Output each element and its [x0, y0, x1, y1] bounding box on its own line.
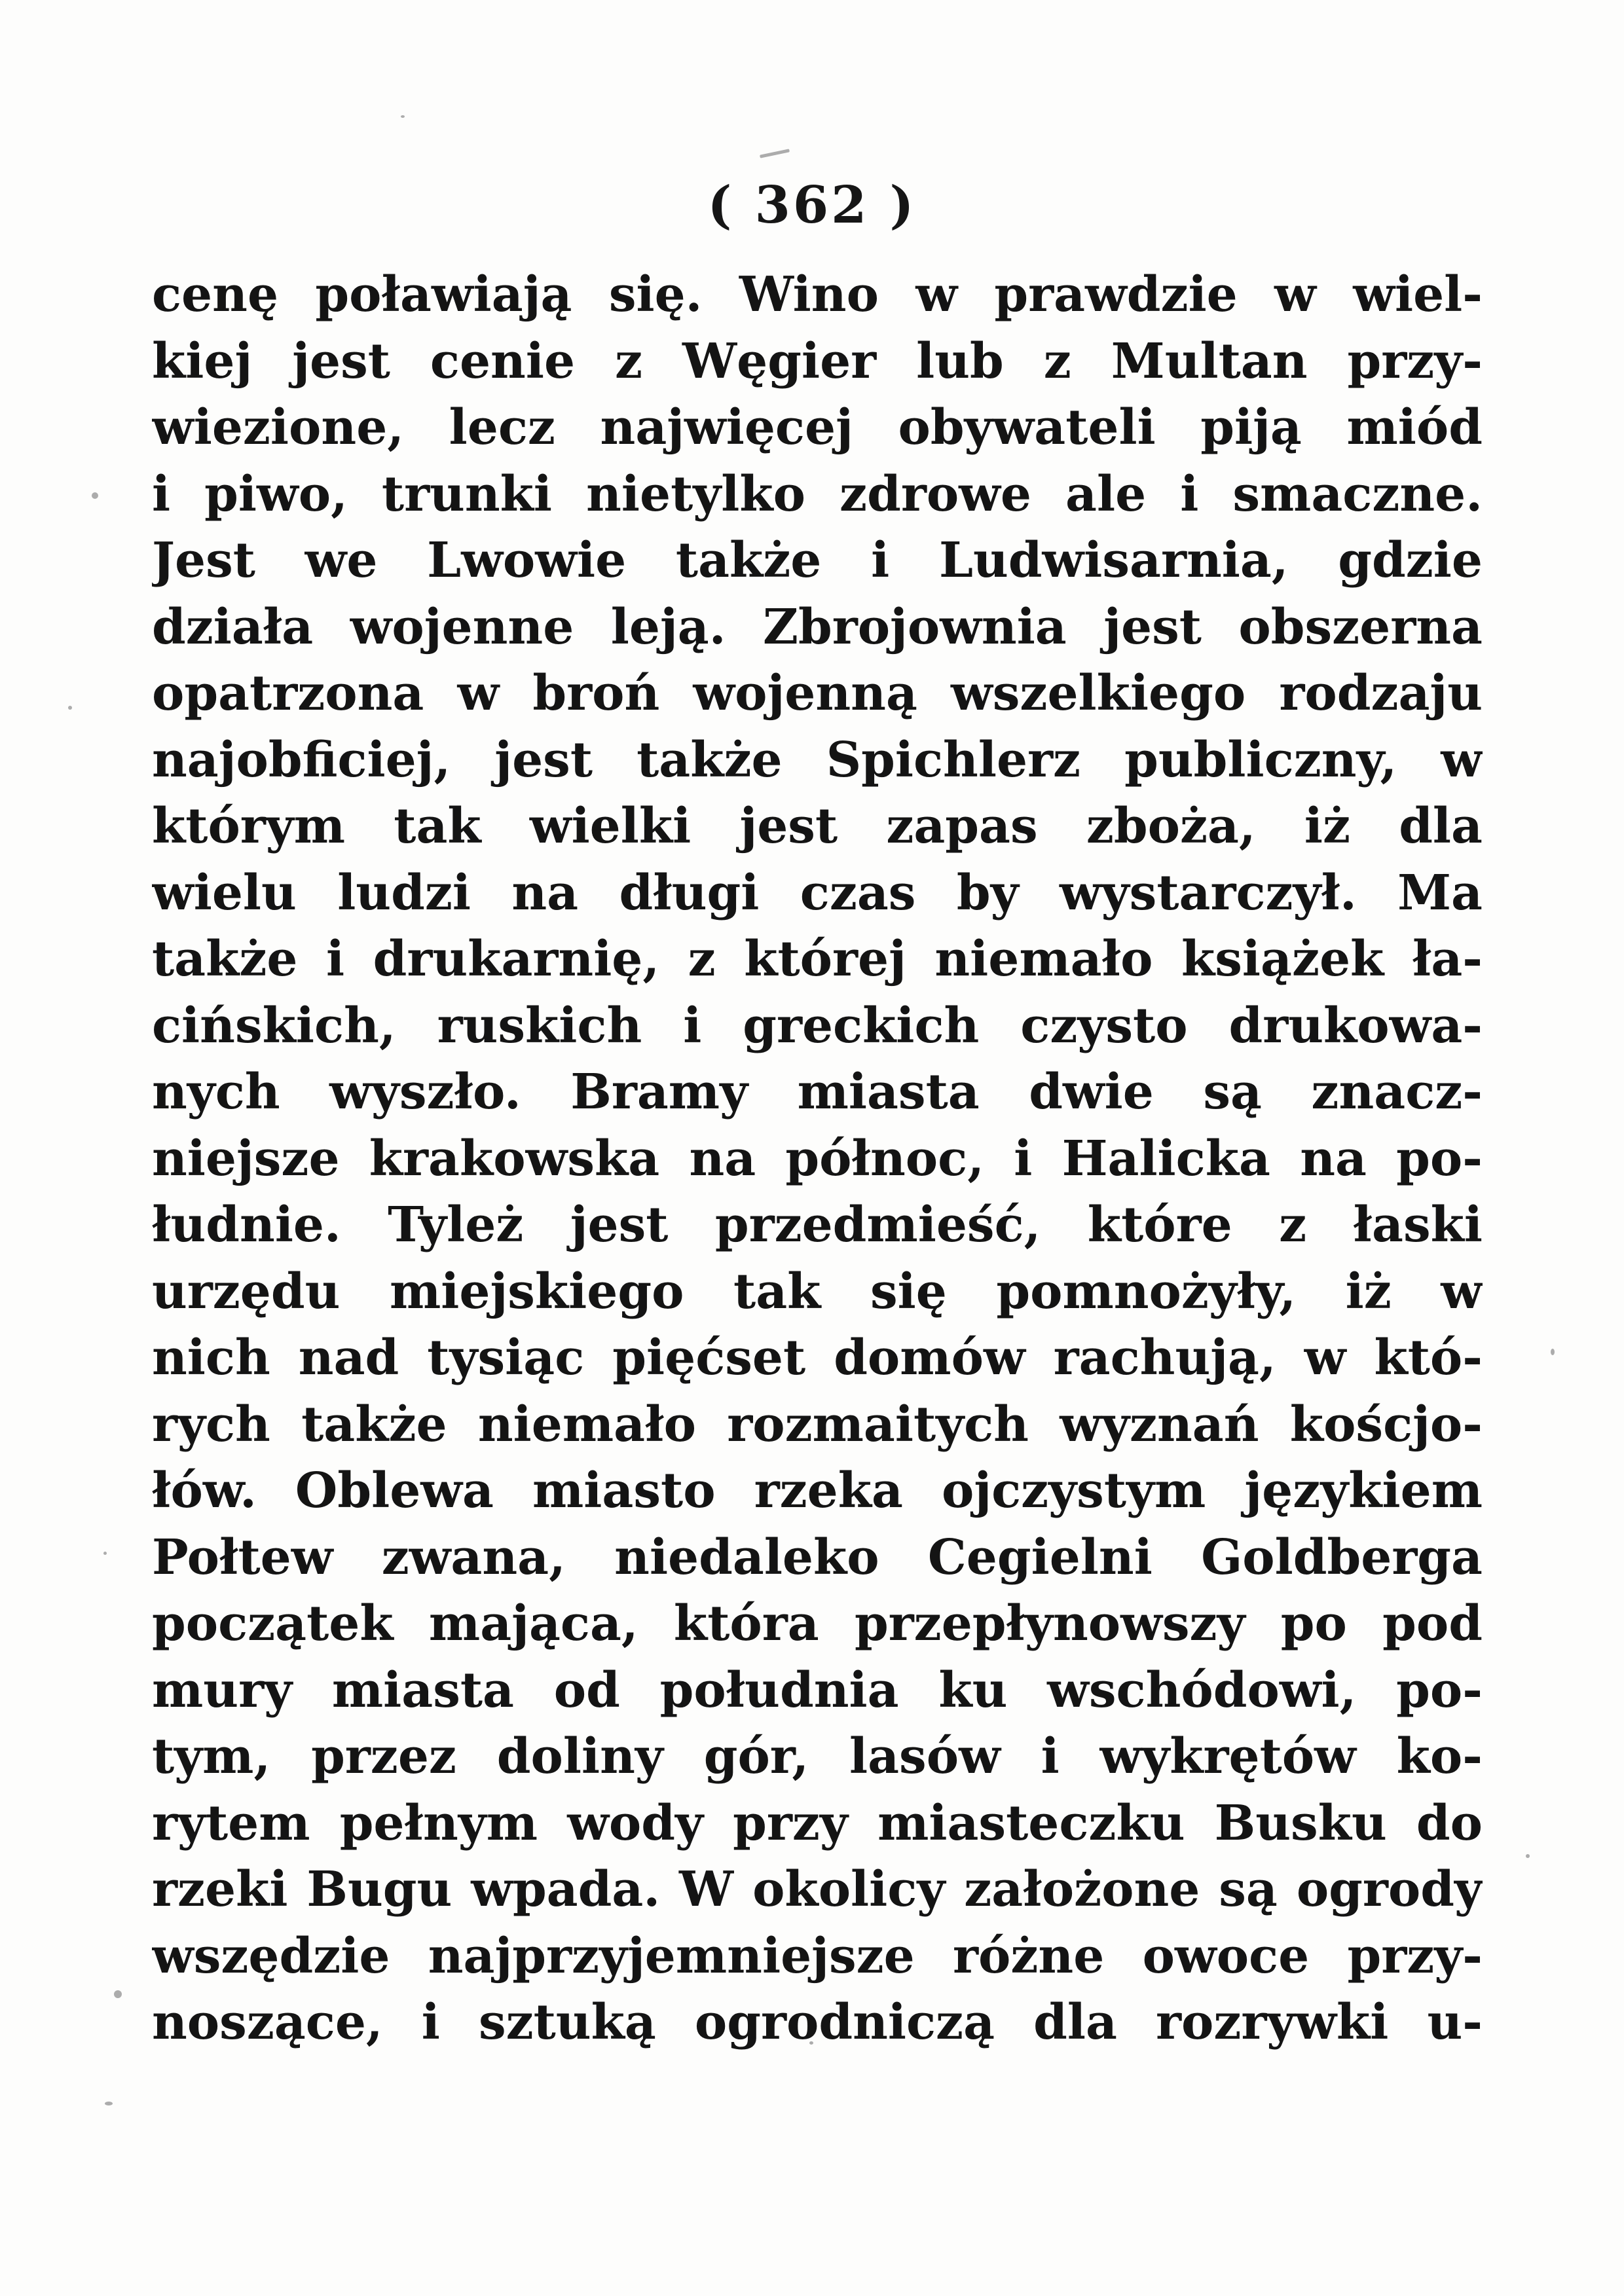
- text-line: wielu ludzi na długi czas by wystarczył. Ma: [152, 864, 1483, 921]
- text-line: najobficiej, jest także Spichlerz publiczny, w: [152, 731, 1483, 788]
- text-line: łów. Oblewa miasto rzeka ojczystym językiem: [152, 1463, 1483, 1519]
- paper-speck: [103, 1552, 107, 1555]
- paper-speck: [114, 1990, 122, 1998]
- text-line: wszędzie najprzyjemniejsze różne owoce przy-: [152, 1927, 1483, 1984]
- page-number: ( 362 ): [707, 175, 917, 235]
- paper-speck: [1526, 1854, 1530, 1858]
- body-text: [152, 262, 1483, 2056]
- text-line: także i drukarnię, z której niemało książek ła-: [152, 931, 1483, 987]
- text-line: którym tak wielki jest zapas zboża, iż dla: [152, 798, 1483, 854]
- text-line: początek mająca, która przepłynowszy po pod: [152, 1595, 1483, 1652]
- text-line: opatrzona w broń wojenną wszelkiego rodzaju: [152, 665, 1483, 721]
- text-line: mury miasta od południa ku wschódowi, po-: [152, 1662, 1483, 1719]
- ink-mark: [760, 149, 790, 158]
- text-line: nych wyszło. Bramy miasta dwie są znacz-: [152, 1064, 1483, 1120]
- text-line: Połtew zwana, niedaleko Cegielni Goldberga: [152, 1529, 1483, 1586]
- paper-speck: [105, 2102, 113, 2105]
- text-line: rych także niemało rozmaitych wyznań koścjo-: [152, 1396, 1483, 1453]
- paper-speck: [68, 706, 72, 710]
- text-line: noszące, i sztuką ogrodniczą dla rozrywki u-: [152, 1994, 1483, 2050]
- text-line: cińskich, ruskich i greckich czysto drukowa-: [152, 997, 1483, 1054]
- text-line: kiej jest cenie z Węgier lub z Multan przy-: [152, 333, 1483, 390]
- text-line: urzędu miejskiego tak się pomnożyły, iż w: [152, 1263, 1483, 1320]
- text-line: Jest we Lwowie także i Ludwisarnia, gdzie: [152, 532, 1483, 589]
- paper-speck: [1551, 1349, 1555, 1355]
- text-line: i piwo, trunki nietylko zdrowe ale i smaczne.: [152, 465, 1483, 522]
- text-line: cenę poławiają się. Wino w prawdzie w wiel-: [152, 266, 1483, 323]
- text-line: wiezione, lecz najwięcej obywateli piją miód: [152, 399, 1483, 456]
- text-line: rytem pełnym wody przy miasteczku Busku do: [152, 1795, 1483, 1851]
- text-line: łudnie. Tyleż jest przedmieść, które z łaski: [152, 1197, 1483, 1253]
- text-line: działa wojenne leją. Zbrojownia jest obszerna: [152, 598, 1483, 655]
- paper-speck: [92, 492, 98, 499]
- text-line: rzeki Bugu wpada. W okolicy założone są ogrody: [152, 1861, 1483, 1918]
- text-line: niejsze krakowska na północ, i Halicka na po-: [152, 1130, 1483, 1187]
- paper-speck: [401, 115, 405, 118]
- text-line: nich nad tysiąc pięćset domów rachują, w któ-: [152, 1330, 1483, 1386]
- text-line: tym, przez doliny gór, lasów i wykrętów ko-: [152, 1728, 1483, 1785]
